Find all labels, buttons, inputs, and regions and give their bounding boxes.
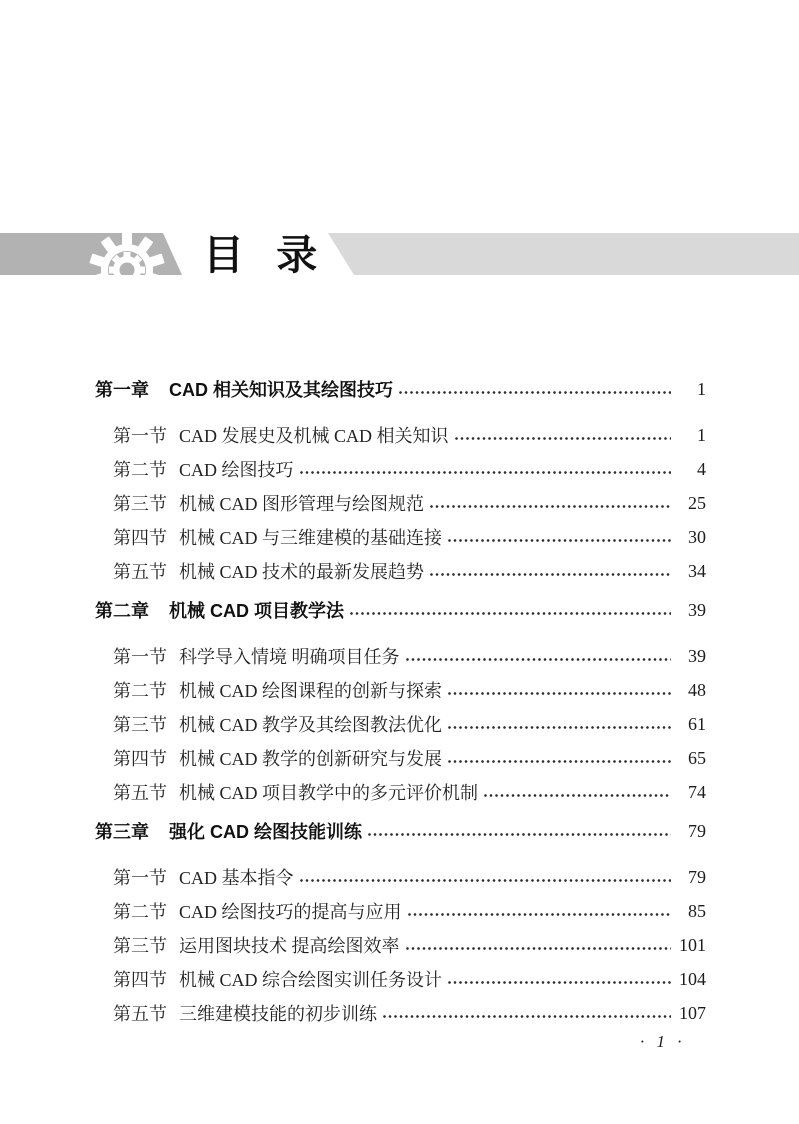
chapter-title: 强化 CAD 绘图技能训练 xyxy=(169,822,362,842)
section-page-number: 61 xyxy=(688,713,706,734)
section-title: 三维建模技能的初步训练 xyxy=(179,1004,377,1024)
section-title: CAD 发展史及机械 CAD 相关知识 xyxy=(179,426,449,446)
toc-section-row xyxy=(95,775,706,809)
section-title: 机械 CAD 教学及其绘图教法优化 xyxy=(179,715,443,735)
toc-section-row xyxy=(95,962,706,996)
toc-section-row xyxy=(95,741,706,775)
toc-section-row xyxy=(95,486,706,520)
dot-leader xyxy=(368,833,671,836)
toc-chapter-row xyxy=(95,593,706,627)
toc-chapter-row xyxy=(95,814,706,848)
section-title: CAD 绘图技巧 xyxy=(179,460,294,480)
chapter-label: 第一章 xyxy=(95,380,149,400)
section-label: 第五节 xyxy=(113,783,167,803)
banner-light-band xyxy=(328,233,799,275)
toc-section-row xyxy=(95,452,706,486)
section-label: 第二节 xyxy=(113,681,167,701)
section-label: 第四节 xyxy=(113,528,167,548)
section-page-number: 34 xyxy=(688,560,706,581)
dot-leader xyxy=(406,658,672,661)
section-page-number: 1 xyxy=(697,424,706,445)
section-title: 机械 CAD 图形管理与绘图规范 xyxy=(179,494,425,514)
section-title: 机械 CAD 综合绘图实训任务设计 xyxy=(179,970,443,990)
dot-leader xyxy=(406,947,672,950)
toc-section-row xyxy=(95,996,706,1030)
dot-leader xyxy=(430,505,671,508)
toc-list xyxy=(95,372,706,1030)
dot-leader xyxy=(448,981,671,984)
section-label: 第五节 xyxy=(113,562,167,582)
chapter-page-number: 79 xyxy=(688,820,706,841)
dot-leader xyxy=(399,391,671,394)
section-title: 机械 CAD 技术的最新发展趋势 xyxy=(179,562,425,582)
section-title: CAD 基本指令 xyxy=(179,868,294,888)
dot-leader xyxy=(383,1015,671,1018)
section-label: 第五节 xyxy=(113,1004,167,1024)
section-title: 科学导入情境 明确项目任务 xyxy=(179,647,400,667)
section-label: 第一节 xyxy=(113,647,167,667)
chapter-title: 机械 CAD 项目教学法 xyxy=(169,601,344,621)
section-title: 运用图块技术 提高绘图效率 xyxy=(179,936,400,956)
section-page-number: 48 xyxy=(688,679,706,700)
section-label: 第三节 xyxy=(113,494,167,514)
dot-leader xyxy=(350,612,671,615)
header-banner xyxy=(0,232,799,278)
section-label: 第一节 xyxy=(113,426,167,446)
toc-section-row xyxy=(95,673,706,707)
section-page-number: 104 xyxy=(679,968,706,989)
section-label: 第一节 xyxy=(113,868,167,888)
page-title: 目 录 xyxy=(203,232,318,278)
section-title: 机械 CAD 绘图课程的创新与探索 xyxy=(179,681,443,701)
chapter-label: 第二章 xyxy=(95,601,149,621)
toc-section-row xyxy=(95,554,706,588)
toc-section-row xyxy=(95,639,706,673)
section-title: 机械 CAD 项目教学中的多元评价机制 xyxy=(179,783,479,803)
section-title: CAD 绘图技巧的提高与应用 xyxy=(179,902,402,922)
section-page-number: 25 xyxy=(688,492,706,513)
dot-leader xyxy=(448,760,671,763)
toc-section-row xyxy=(95,418,706,452)
dot-leader xyxy=(300,879,671,882)
toc-chapter-row xyxy=(95,372,706,406)
section-page-number: 101 xyxy=(679,934,706,955)
section-label: 第三节 xyxy=(113,936,167,956)
gear-icon xyxy=(87,230,167,310)
section-page-number: 107 xyxy=(679,1002,706,1023)
section-page-number: 30 xyxy=(688,526,706,547)
chapter-label: 第三章 xyxy=(95,822,149,842)
section-label: 第二节 xyxy=(113,902,167,922)
dot-leader xyxy=(408,913,671,916)
toc-section-row xyxy=(95,707,706,741)
section-page-number: 39 xyxy=(688,645,706,666)
section-title: 机械 CAD 与三维建模的基础连接 xyxy=(179,528,443,548)
section-label: 第三节 xyxy=(113,715,167,735)
section-title: 机械 CAD 教学的创新研究与发展 xyxy=(179,749,443,769)
dot-leader xyxy=(300,471,671,474)
dot-leader xyxy=(455,437,671,440)
section-label: 第四节 xyxy=(113,749,167,769)
banner-dark-band xyxy=(0,233,182,275)
section-label: 第四节 xyxy=(113,970,167,990)
page-number: · 1 · xyxy=(640,1032,686,1051)
chapter-title: CAD 相关知识及其绘图技巧 xyxy=(169,380,393,400)
dot-leader xyxy=(430,573,671,576)
chapter-page-number: 39 xyxy=(688,599,706,620)
section-page-number: 85 xyxy=(688,900,706,921)
toc-section-row xyxy=(95,894,706,928)
section-page-number: 79 xyxy=(688,866,706,887)
toc-section-row xyxy=(95,928,706,962)
chapter-page-number: 1 xyxy=(697,378,706,399)
dot-leader xyxy=(484,794,671,797)
section-label: 第二节 xyxy=(113,460,167,480)
dot-leader xyxy=(448,539,671,542)
dot-leader xyxy=(448,726,671,729)
section-page-number: 74 xyxy=(688,781,706,802)
dot-leader xyxy=(448,692,671,695)
section-page-number: 65 xyxy=(688,747,706,768)
toc-section-row xyxy=(95,860,706,894)
section-page-number: 4 xyxy=(697,458,706,479)
toc-section-row xyxy=(95,520,706,554)
